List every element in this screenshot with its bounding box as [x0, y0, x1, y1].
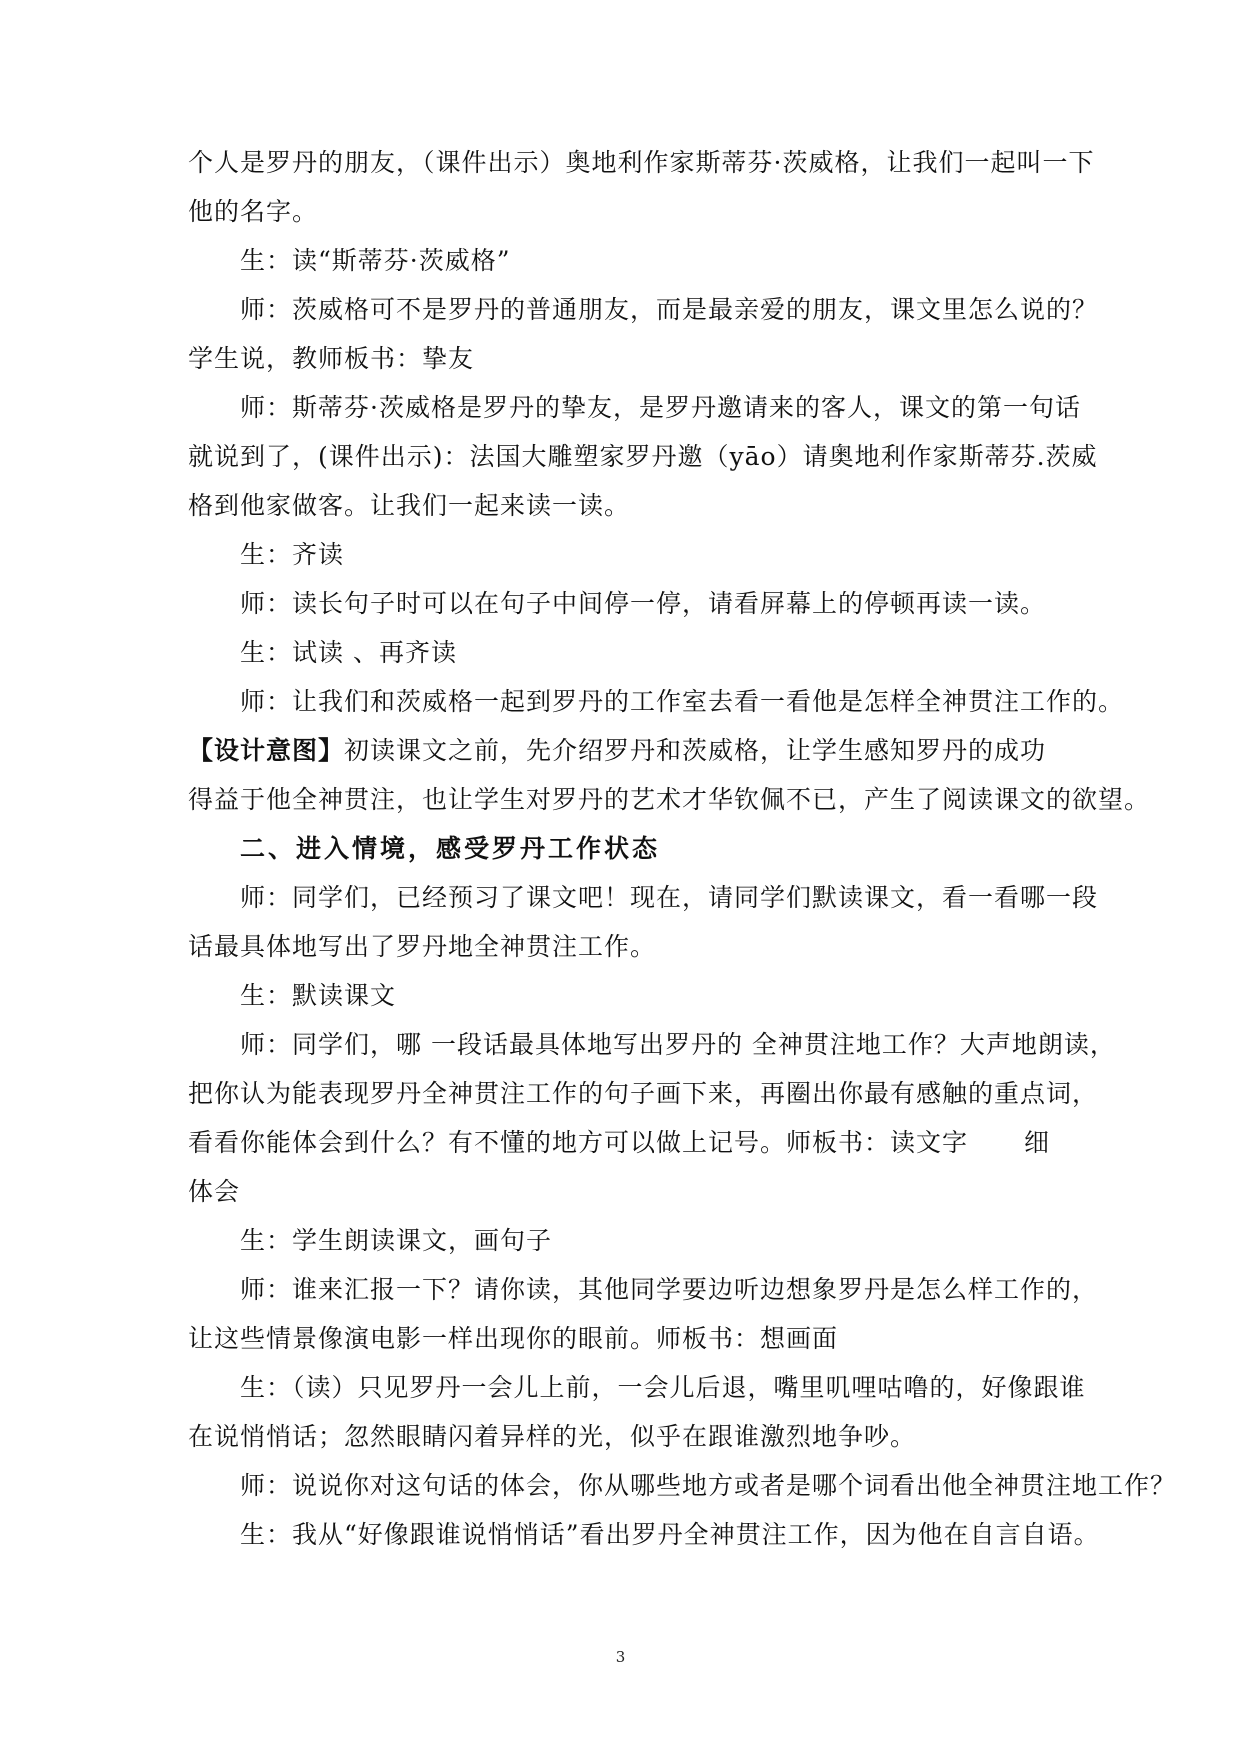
text-line: 在说悄悄话；忽然眼睛闪着异样的光，似乎在跟谁激烈地争吵。: [188, 1422, 917, 1451]
text-line: 师：谁来汇报一下？请你读，其他同学要边听边想象罗丹是怎么样工作的，: [240, 1275, 1099, 1304]
text-line: 看看你能体会到什么？有不懂的地方可以做上记号。师板书：读文字: [188, 1128, 969, 1157]
design-intent-label: 【设计意图】: [188, 736, 345, 765]
design-intent-text: 初读课文之前，先介绍罗丹和茨威格，让学生感知罗丹的成功: [344, 736, 1047, 765]
text-line: 细: [1024, 1128, 1051, 1157]
text-line: 他的名字。: [188, 197, 319, 226]
text-line: 师：同学们，已经预习了课文吧！现在，请同学们默读课文，看一看哪一段: [240, 883, 1099, 912]
text-line: 师：说说你对这句话的体会，你从哪些地方或者是哪个词看出他全神贯注地工作？: [240, 1471, 1177, 1500]
text-line: 生：齐读: [240, 540, 345, 569]
text-line: 个人是罗丹的朋友，（课件出示）奥地利作家斯蒂芬·茨威格，让我们一起叫一下: [188, 148, 1095, 177]
text-line: 师：让我们和茨威格一起到罗丹的工作室去看一看他是怎样全神贯注工作的。: [240, 687, 1125, 716]
text-line: 生：读“斯蒂芬·茨威格”: [240, 246, 511, 275]
text-line: 学生说，教师板书：挚友: [188, 344, 475, 373]
text-line: 生：默读课文: [240, 981, 397, 1010]
text-line: 生：学生朗读课文，画句子: [240, 1226, 553, 1255]
text-line: 师：同学们，哪 一段话最具体地写出罗丹的 全神贯注地工作？大声地朗读，: [240, 1030, 1116, 1059]
text-line: 格到他家做客。让我们一起来读一读。: [188, 491, 631, 520]
text-line: 生：我从“好像跟谁说悄悄话”看出罗丹全神贯注工作，因为他在自言自语。: [240, 1520, 1100, 1549]
text-line: 把你认为能表现罗丹全神贯注工作的句子画下来，再圈出你最有感触的重点词，: [188, 1079, 1099, 1108]
text-line: 就说到了，(课件出示)：法国大雕塑家罗丹邀（yāo）请奥地利作家斯蒂芬.茨威: [188, 442, 1098, 471]
text-line: 师：斯蒂芬·茨威格是罗丹的挚友，是罗丹邀请来的客人，课文的第一句话: [240, 393, 1081, 422]
text-line: 体会: [188, 1177, 241, 1206]
text-line: 让这些情景像演电影一样出现你的眼前。师板书：想画面: [188, 1324, 839, 1353]
text-line: 话最具体地写出了罗丹地全神贯注工作。: [188, 932, 657, 961]
text-line: 师：茨威格可不是罗丹的普通朋友，而是最亲爱的朋友，课文里怎么说的？: [240, 295, 1099, 324]
text-line: 生：试读 、再齐读: [240, 638, 457, 667]
text-line: 得益于他全神贯注，也让学生对罗丹的艺术才华钦佩不已，产生了阅读课文的欲望。: [188, 785, 1151, 814]
section-heading: 二、进入情境，感受罗丹工作状态: [240, 834, 661, 863]
text-line: 师：读长句子时可以在句子中间停一停，请看屏幕上的停顿再读一读。: [240, 589, 1047, 618]
text-line: 生：（读）只见罗丹一会儿上前，一会儿后退，嘴里叽哩咕噜的，好像跟谁: [240, 1373, 1086, 1402]
page-number: 3: [615, 1648, 626, 1666]
design-intent-line: [188, 734, 1046, 768]
